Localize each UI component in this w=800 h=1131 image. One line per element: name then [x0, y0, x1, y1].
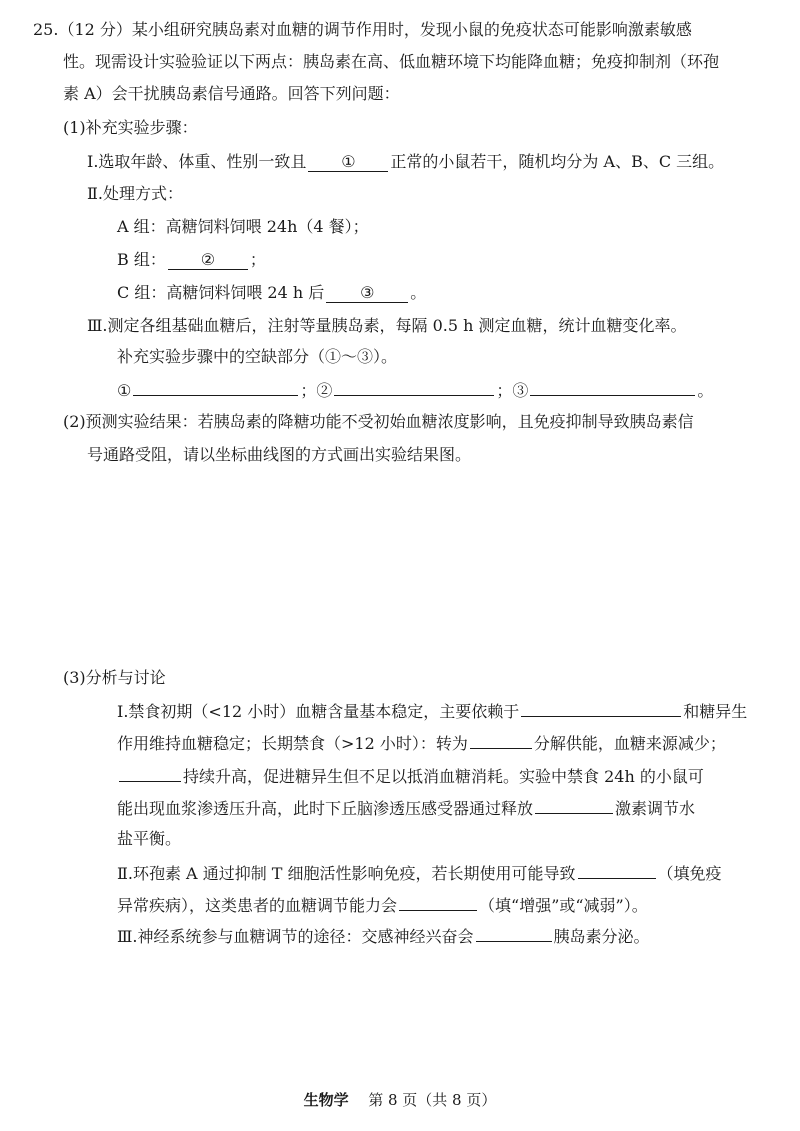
- part3-i-line-2: [117, 730, 726, 756]
- step1-text-after: 正常的小鼠若干，随机均分为 A、B、C 三组。: [390, 152, 725, 171]
- blank-i-2[interactable]: [470, 730, 532, 749]
- graph-answer-area[interactable]: [87, 480, 747, 650]
- question-stem-line-2: 性。现需设计实验验证以下两点：胰岛素在高、低血糖环境下均能降血糖；免疫抑制剂（环孢: [63, 52, 720, 71]
- part3-ii-line-1: [117, 860, 722, 886]
- part3-ii-text-1b: （填免疫: [657, 864, 722, 883]
- part3-ii-text-2a: 异常疾病），这类患者的血糖调节能力会: [117, 896, 398, 915]
- blank-i-4[interactable]: [535, 795, 613, 814]
- answer-1-blank[interactable]: [133, 377, 298, 396]
- group-b-label: B 组：: [117, 250, 166, 269]
- part3-i-text-1b: 和糖异生: [683, 702, 748, 721]
- blank-1[interactable]: [308, 153, 388, 172]
- part3-i-text-2a: 作用维持血糖稳定；长期禁食（>12 小时）：转为: [117, 734, 468, 753]
- part3-ii-text-1a: Ⅱ.环孢素 A 通过抑制 T 细胞活性影响免疫，若长期使用可能导致: [117, 864, 576, 883]
- question-stem-line-1: 25.（12 分）某小组研究胰岛素对血糖的调节作用时，发现小鼠的免疫状态可能影响激素敏感: [33, 20, 692, 39]
- blank-iii-1[interactable]: [476, 923, 552, 942]
- footer-page-number: 第 8 页（共 8 页）: [368, 1091, 497, 1109]
- part3-i-text-2b: 分解供能，血糖来源减少；: [533, 734, 726, 753]
- blank-ii-2[interactable]: [399, 892, 477, 911]
- footer-subject: 生物学: [303, 1091, 349, 1109]
- part3-iii-text-a: Ⅲ.神经系统参与血糖调节的途径：交感神经兴奋会: [117, 927, 474, 946]
- answer-3-label: ；③: [496, 381, 529, 400]
- blank-ii-1[interactable]: [578, 860, 656, 879]
- group-c-end: 。: [410, 283, 427, 302]
- part3-i-line-1: [117, 698, 747, 724]
- blank-1-mark: ①: [341, 152, 356, 171]
- part3-i-text-4a: 能出现血浆渗透压升高，此时下丘脑渗透压感受器通过释放: [117, 799, 534, 818]
- answer-1-label: ①: [117, 381, 132, 400]
- part3-i-line-5: 盐平衡。: [117, 829, 182, 848]
- blank-2-mark: ②: [200, 250, 216, 269]
- blank-i-3[interactable]: [119, 763, 181, 782]
- part3-iii-text-b: 胰岛素分泌。: [553, 927, 650, 946]
- answer-2-label: ；②: [300, 381, 333, 400]
- blank-3-mark: ③: [360, 283, 375, 302]
- blank-2[interactable]: [168, 251, 248, 270]
- group-a: A 组：高糖饲料饲喂 24h（4 餐）；: [117, 217, 369, 236]
- fill-prompt: 补充实验步骤中的空缺部分（①～③）。: [117, 347, 398, 366]
- part3-i-text-3b: 持续升高，促进糖异生但不足以抵消血糖消耗。实验中禁食 24h 的小鼠可: [183, 767, 704, 786]
- part3-i-text-4b: 激素调节水: [615, 799, 696, 818]
- answer-2-blank[interactable]: [334, 377, 494, 396]
- part1-title: (1)补充实验步骤：: [63, 118, 198, 137]
- group-b: [117, 248, 266, 272]
- answer-blanks-row: [117, 377, 713, 403]
- step-1: [87, 150, 724, 174]
- part3-i-line-3: [117, 763, 704, 789]
- blank-3[interactable]: [326, 284, 408, 303]
- question-stem-line-3: 素 A）会干扰胰岛素信号通路。回答下列问题：: [63, 84, 400, 103]
- group-c: [117, 281, 426, 305]
- part3-iii-line: [117, 923, 650, 949]
- part3-title: (3)分析与讨论: [63, 668, 166, 687]
- part2-line-1: (2)预测实验结果：若胰岛素的降糖功能不受初始血糖浓度影响，且免疫抑制导致胰岛素信: [63, 412, 694, 431]
- answer-3-blank[interactable]: [530, 377, 695, 396]
- step1-text-before: Ⅰ.选取年龄、体重、性别一致且: [87, 152, 307, 171]
- step-2-title: Ⅱ.处理方式：: [87, 184, 183, 203]
- group-b-end: ；: [249, 250, 266, 269]
- answer-end: 。: [697, 381, 714, 400]
- step-3: Ⅲ.测定各组基础血糖后，注射等量胰岛素，每隔 0.5 h 测定血糖，统计血糖变化率。: [87, 316, 687, 335]
- part2-line-2: 号通路受阻，请以坐标曲线图的方式画出实验结果图。: [87, 445, 472, 464]
- blank-i-1[interactable]: [521, 698, 681, 717]
- part3-i-line-4: [117, 795, 695, 821]
- group-c-text: C 组：高糖饲料饲喂 24 h 后: [117, 283, 325, 302]
- part3-ii-line-2: [117, 892, 648, 918]
- part3-ii-text-2b: （填“增强”或“减弱”）。: [479, 896, 648, 915]
- part3-i-text-1a: Ⅰ.禁食初期（<12 小时）血糖含量基本稳定，主要依赖于: [117, 702, 520, 721]
- page-footer: [0, 1089, 800, 1110]
